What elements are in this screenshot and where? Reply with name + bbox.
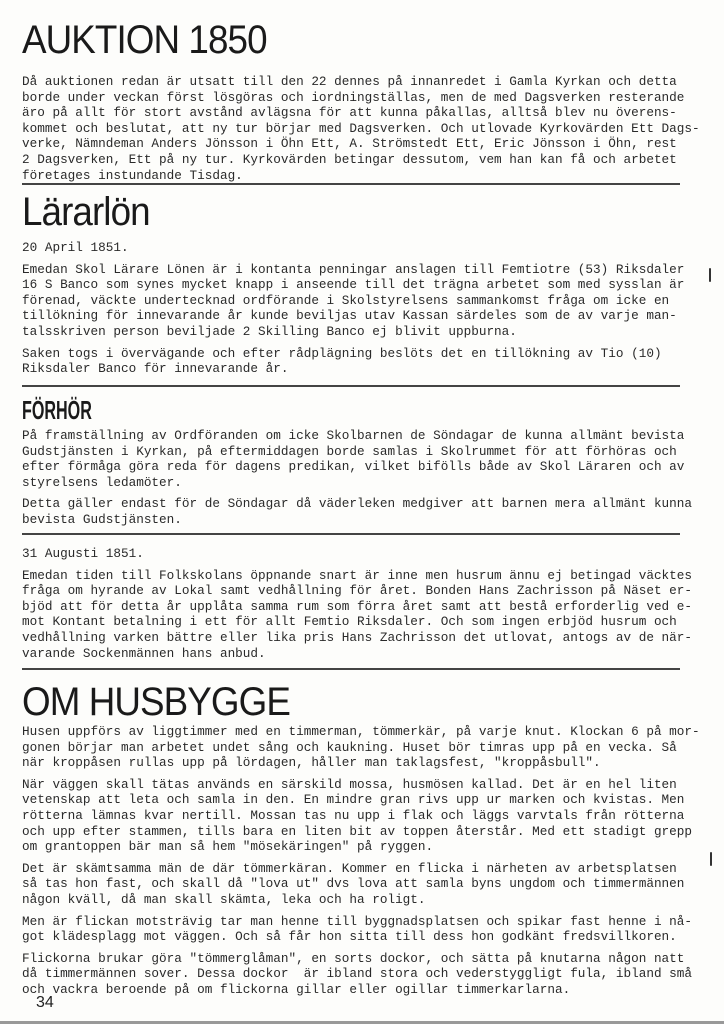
text-line: Saken togs i övervägande och efter rådplägning beslöts det en tillökning av Tio (10) — [22, 345, 662, 361]
margin-mark — [710, 852, 712, 866]
paragraph — [22, 346, 702, 377]
divider — [22, 183, 680, 185]
text-line: borde under veckan först lösgöras och iordningställas, men de med Dagsverken resterande — [22, 89, 685, 105]
text-line: vedhållning varken bättre eller lika pris Hans Zachrisson det utlovat, antogs av de när- — [22, 629, 693, 645]
text-line: Men är flickan motsträvig tar man henne till byggnadsplatsen och spikar fast henne i nå- — [22, 913, 693, 929]
section-augusti — [22, 546, 702, 667]
text-line: företages instundande Tisdag. — [22, 167, 243, 183]
text-line: rötterna lämnas kvar nertill. Mossan tas nu upp i flak och läggs varvtals från rötterna — [22, 807, 685, 823]
text-line: 16 S Banco som synes mycket knapp i anseende till det trägna arbetet som med sysslan är — [22, 277, 685, 293]
text-line: kommet och beslutat, att ny tur börjar med Dagsverken. Och utlovade Kyrkovärden Ett Dags- — [22, 120, 700, 136]
paragraph — [22, 951, 702, 998]
text-line: Flickorna brukar göra "tömmerglåman", en sorts dockor, och sätta på knutarna någon natt — [22, 950, 685, 966]
text-line: Det är skämtsamma män de där tömmerkäran. Kommer en flicka i närheten av arbetsplatsen — [22, 860, 677, 876]
text-line: fråga om hyrande av Lokal samt vedhållning för året. Bonden Hans Zachrisson på Näset er- — [22, 583, 693, 599]
text-line: tillökning för innevarande år kunde beviljas utav Kassan särdeles som de av varje man- — [22, 308, 677, 324]
divider — [22, 533, 680, 535]
text-line: Emedan tiden till Folkskolans öppnande snart är inne men husrum ännu ej betingad väcktes — [22, 567, 693, 583]
text-line: efter förmåga göra reda för dagens predikan, vilket bifölls både av Skol Läraren och av — [22, 459, 685, 475]
text-line: got klädesplagg mot väggen. Och så får hon sitta till dess hon godkänt fredsvillkoren. — [22, 929, 677, 945]
paragraph — [22, 914, 702, 945]
text-line: någon kväll, då man skall skämta, leka och ha roligt. — [22, 891, 426, 907]
paragraph — [22, 568, 702, 662]
text-line: när kroppåsen rullas upp på lördagen, håller man taklagsfest, "kroppåsbull". — [22, 755, 601, 771]
text-line: bevista Gudstjänsten. — [22, 511, 182, 527]
paragraph — [22, 428, 702, 490]
section-forhor — [22, 396, 702, 534]
text-line: 20 April 1851. — [22, 240, 129, 255]
heading-auktion: AUKTION 1850 — [22, 18, 267, 62]
text-line: Då auktionen redan är utsatt till den 22 dennes på innanredet i Gamla Kyrkan och detta — [22, 74, 677, 89]
paragraph — [22, 262, 702, 340]
text-line: och vackra beroende på om flickorna gillar eller ogillar timmerkarlarna. — [22, 981, 571, 997]
section-lararlon — [22, 190, 702, 383]
margin-mark — [709, 268, 711, 282]
heading-husbygge: OM HUSBYGGE — [22, 680, 290, 724]
paragraph — [22, 861, 702, 908]
paragraph — [22, 496, 702, 527]
section-auktion — [22, 18, 702, 189]
divider — [22, 385, 680, 387]
paragraph — [22, 240, 702, 256]
text-line: äro på allt för stort avstånd avlägsna för att kunna påkallas, alltså blev nu överens- — [22, 105, 677, 121]
text-line: Detta gäller endast för de Söndagar då väderleken medgiver att barnen mera allmänt kunna — [22, 496, 693, 512]
text-line: förenad, väckte undertecknad ordförande i Skolstyrelsens sammankomst fråga om icke en — [22, 292, 670, 308]
heading-forhor: FÖRHÖR — [22, 395, 92, 425]
text-line: 2 Dagsverken, Ett på ny tur. Kyrkovärden betingar dessutom, vem han kan få och arbetet — [22, 151, 677, 167]
text-line: bjöd att för detta år upplåta samma rum som förra året samt att bestå erforderlig ved e- — [22, 598, 693, 614]
text-line: varande Sockenmännen hans anbud. — [22, 645, 266, 661]
paragraph — [22, 724, 702, 771]
text-line: så tas hon fast, och skall då "lova ut" dvs lova att samla byns ungdom och timmermännen — [22, 876, 685, 892]
paragraph — [22, 74, 702, 183]
text-line: då timmermännen sover. Dessa dockor är ibland stora och vederstyggligt fula, ibland små — [22, 966, 693, 982]
paragraph — [22, 777, 702, 855]
text-line: Riksdaler Banco för innevarande år. — [22, 361, 289, 377]
heading-lararlon: Lärarlön — [22, 190, 150, 234]
text-line: 31 Augusti 1851. — [22, 546, 144, 561]
text-line: gonen börjar man arbetet undet sång och kaukning. Huset bör timras upp på en vecka. Så — [22, 739, 677, 755]
text-line: styrelsens ledamöter. — [22, 474, 182, 490]
text-line: om grantoppen bär man så hem "mösekäringen" på ryggen. — [22, 839, 434, 855]
text-line: talsskriven person beviljade 2 Skilling Banco ej blivit uppburna. — [22, 323, 517, 339]
paragraph — [22, 546, 702, 562]
text-line: Husen uppförs av liggtimmer med en timmerman, tömmerkär, på varje knut. Klockan 6 på mor- — [22, 724, 700, 739]
text-line: Emedan Skol Lärare Lönen är i kontanta penningar anslagen till Femtiotre (53) Riksdaler — [22, 261, 685, 277]
text-line: När väggen skall tätas används en särskild mossa, husmösen kallad. Det är en hel liten — [22, 776, 677, 792]
text-line: vetenskap att leta och samla in den. En mindre gran rivs upp ur marken och kvistas. Men — [22, 792, 685, 808]
divider — [22, 668, 680, 670]
text-line: mot Kontant betalning i ett för allt Femtio Riksdaler. Och som ingen erbjöd husrum och — [22, 614, 677, 630]
text-line: verke, Nämndeman Anders Jönsson i Öhn Ett, A. Strömstedt Ett, Eric Jönsson i Öhn, rest — [22, 136, 677, 152]
text-line: På framställning av Ordföranden om icke Skolbarnen de Söndagar de kunna allmänt bevista — [22, 428, 685, 443]
section-husbygge — [22, 680, 702, 1004]
page-number: 34 — [36, 994, 54, 1011]
text-line: och upp efter stammen, tills bara en liten bit av toppen återstår. Med ett stadigt grepp — [22, 823, 693, 839]
text-line: Gudstjänsten i Kyrkan, på eftermiddagen borde samlas i Skolrummet för att förhöras och — [22, 443, 677, 459]
